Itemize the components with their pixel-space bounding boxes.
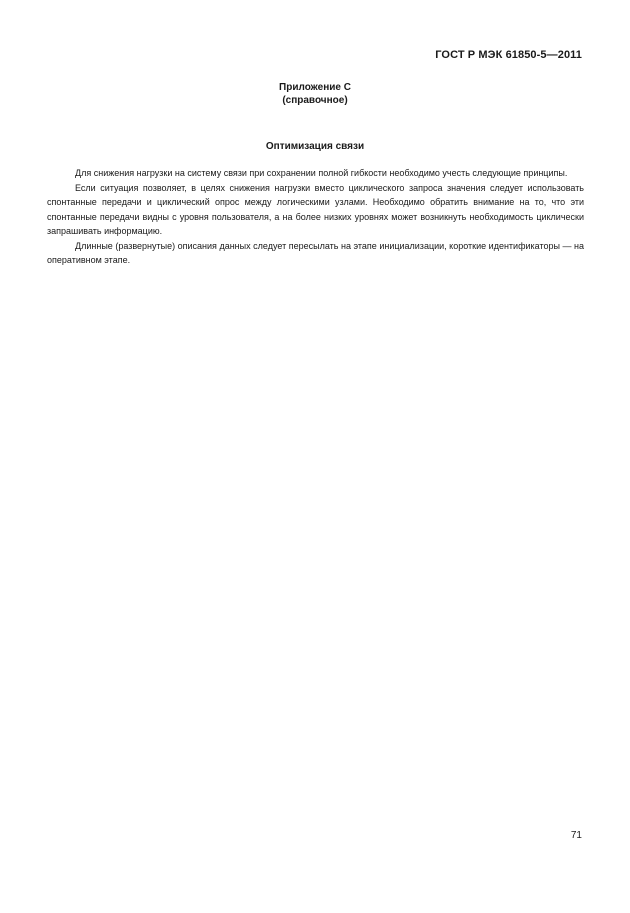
paragraph-1: Для снижения нагрузки на систему связи при сохранении полной гибкости необходимо учесть следующие принципы. [75,168,568,178]
paragraph-2: Если ситуация позволяет, в целях снижения нагрузки вместо циклического запроса значения следует использовать спонтанные передачи и циклический опрос между логическими узлами. Необходимо обратить внимание на то, что эти спонтанные передачи видны с уровня пользователя, а на более низких уровнях может возникнуть необходимость циклически запрашивать информацию. [47,182,584,236]
paragraph-3: Длинные (развернутые) описания данных следует пересылать на этапе инициализации, короткие идентификаторы — на оперативном этапе. [47,240,584,265]
annex-title: Приложение С [279,82,351,93]
body-text [47,166,584,268]
section-title: Оптимизация связи [265,141,365,152]
page-number: 71 [570,830,582,841]
annex-subtitle: (справочное) [282,95,348,106]
annex-heading [0,81,630,107]
standard-designation: ГОСТ Р МЭК 61850-5—2011 [435,49,582,61]
